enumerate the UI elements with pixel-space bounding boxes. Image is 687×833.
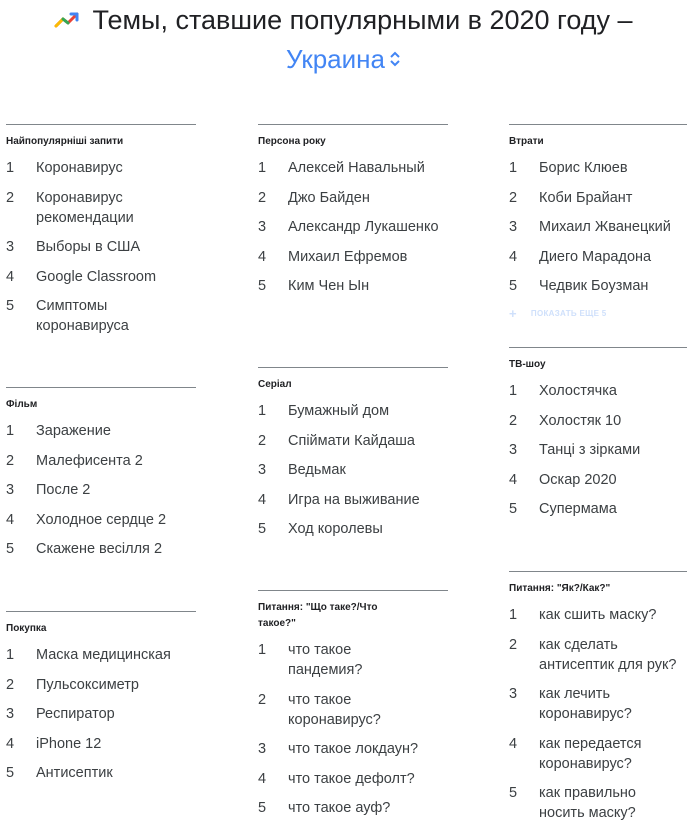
list-item[interactable]: 4 как передается коронавирус? (509, 735, 642, 772)
list-item[interactable]: 3 Михаил Жванецкий (509, 219, 671, 235)
section-divider (6, 611, 196, 612)
section-title: Питання: "Що таке?/Что такое?" (258, 602, 378, 629)
section-divider (258, 590, 448, 591)
list-item[interactable]: 4 Игра на выживание (258, 491, 420, 508)
list-item[interactable]: 3 Респиратор (6, 706, 115, 722)
list-item[interactable]: 2 Коронавирус рекомендации (6, 189, 134, 226)
list-item[interactable]: 2 Коби Брайант (509, 189, 633, 206)
list-item[interactable]: 4 Холодное сердце 2 (6, 511, 167, 528)
list-item[interactable]: 2 Джо Байден (258, 189, 370, 206)
ranked-list (509, 605, 687, 823)
section-tv-show (509, 347, 687, 529)
ranked-list (6, 421, 196, 559)
list-item[interactable]: 5 как правильно носить маску? (509, 785, 636, 821)
list-item[interactable]: 3 Александр Лукашенко (258, 219, 439, 235)
ranked-list (258, 640, 448, 818)
list-item[interactable]: 3 Танці з зірками (509, 442, 641, 458)
show-more-button[interactable] (509, 306, 687, 321)
section-divider (509, 347, 687, 348)
list-item[interactable]: 1 как сшить маску? (509, 607, 657, 623)
section-film (6, 387, 196, 569)
list-item[interactable]: 5 Ким Чен Ын (258, 278, 370, 294)
list-item[interactable]: 1 Маска медицинская (6, 647, 171, 663)
section-title: Серіал (258, 379, 292, 390)
section-divider (509, 571, 687, 572)
section-title: Питання: "Як?/Как?" (509, 583, 611, 594)
list-item[interactable]: 2 что такое коронавирус? (258, 691, 381, 728)
ranked-list (258, 401, 448, 539)
list-item[interactable]: 1 Алексей Навальный (258, 160, 425, 176)
list-item[interactable]: 4 Диего Марадона (509, 248, 652, 265)
section-purchase (6, 611, 196, 793)
list-item[interactable]: 1 Борис Клюев (509, 160, 628, 176)
list-item[interactable]: 5 Симптомы коронавируса (6, 298, 129, 334)
section-divider (6, 124, 196, 125)
section-title: ТВ-шоу (509, 359, 546, 370)
list-item[interactable]: 2 как сделать антисептик для рук? (509, 636, 677, 673)
section-what-is-questions (258, 590, 448, 828)
section-title: Найпопулярніші запити (6, 136, 124, 147)
section-divider (509, 124, 687, 125)
list-item[interactable]: 4 Михаил Ефремов (258, 248, 408, 265)
list-item[interactable]: 5 Чедвик Боузман (509, 278, 649, 294)
list-item[interactable]: 3 что такое локдаун? (258, 741, 419, 757)
section-losses (509, 124, 687, 321)
section-top-queries (6, 124, 196, 346)
list-item[interactable]: 4 iPhone 12 (6, 735, 102, 752)
chevron-updown-icon[interactable] (389, 51, 401, 67)
section-divider (6, 387, 196, 388)
list-item[interactable]: 2 Спіймати Кайдаша (258, 432, 415, 449)
list-item[interactable]: 1 Коронавирус (6, 160, 123, 176)
section-series (258, 367, 448, 549)
show-more-label[interactable]: ПОКАЗАТЬ ЕЩЕ 5 (530, 308, 607, 318)
section-title: Втрати (509, 136, 544, 147)
list-item[interactable]: 1 что такое пандемия? (258, 642, 363, 678)
section-divider (258, 124, 448, 125)
list-item[interactable]: 5 Супермама (509, 501, 617, 517)
title-row (0, 2, 687, 38)
section-person-of-year (258, 124, 448, 306)
ranked-list (6, 158, 196, 336)
section-how-questions (509, 571, 687, 833)
list-item[interactable]: 1 Бумажный дом (258, 403, 390, 419)
list-item[interactable]: 2 Пульсоксиметр (6, 676, 139, 693)
list-item[interactable]: 3 Выборы в США (6, 239, 141, 255)
list-item[interactable]: 5 Ход королевы (258, 521, 383, 537)
section-title: Покупка (6, 623, 47, 634)
list-item[interactable]: 2 Малефисента 2 (6, 452, 143, 469)
ranked-list (509, 158, 687, 296)
list-item[interactable]: 3 После 2 (6, 482, 91, 498)
list-item[interactable]: 5 Скажене весілля 2 (6, 541, 163, 557)
page-header (0, 2, 687, 76)
ranked-list (509, 381, 687, 519)
region-selector[interactable] (0, 42, 687, 76)
plus-icon[interactable]: + (509, 305, 517, 321)
section-title: Фільм (6, 399, 38, 410)
list-item[interactable]: 3 Ведьмак (258, 462, 346, 478)
list-item[interactable]: 5 Антисептик (6, 765, 113, 781)
ranked-list (258, 158, 448, 296)
list-item[interactable]: 3 как лечить коронавирус? (509, 686, 632, 722)
region-label[interactable]: Украина (286, 43, 385, 74)
list-item[interactable]: 2 Холостяк 10 (509, 412, 622, 429)
trending-up-icon (54, 10, 80, 30)
list-item[interactable]: 5 что такое ауф? (258, 800, 391, 816)
list-item[interactable]: 4 что такое дефолт? (258, 770, 415, 787)
section-divider (258, 367, 448, 368)
list-item[interactable]: 1 Холостячка (509, 383, 617, 399)
page-title: Темы, ставшие популярными в 2020 году – (92, 4, 633, 35)
list-item[interactable]: 4 Оскар 2020 (509, 471, 617, 488)
list-item[interactable]: 1 Заражение (6, 423, 111, 439)
list-item[interactable]: 4 Google Classroom (6, 268, 157, 285)
ranked-list (6, 645, 196, 783)
section-title: Персона року (258, 136, 326, 147)
